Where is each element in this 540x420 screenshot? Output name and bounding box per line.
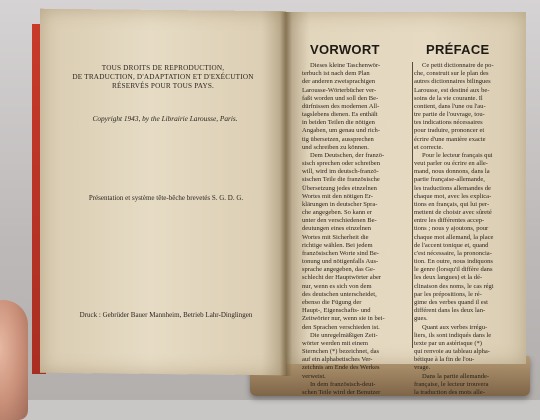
text-line: Larousse-Wörterbücher ver-: [302, 86, 377, 94]
text-line: auf ein alphabetisches Ver-: [302, 356, 373, 364]
text-line: autres dictionnaires bilingues: [414, 78, 491, 86]
text-line: Dieses kleine Taschenwör-: [310, 62, 381, 69]
rights-notice: [48, 64, 278, 91]
text-line: tig übersetzen, aussprechen: [302, 135, 374, 143]
text-line: soins de la vie courante. Il: [414, 94, 483, 102]
text-line: des deutschen unterscheidet,: [302, 290, 377, 298]
text-line: che angegeben. So kann er: [302, 209, 372, 217]
text-line: che, construit sur le plan des: [414, 70, 489, 78]
text-line: clinaison des noms, le cas régi: [414, 282, 494, 290]
thumb: [0, 300, 28, 420]
text-line: richtige wählen. Bei jedem: [302, 241, 373, 249]
text-line: veut parler ou écrire en alle-: [414, 160, 488, 168]
text-line: écrire d'une manière exacte: [414, 135, 486, 143]
text-line: mand, nous donnons, dans la: [414, 168, 490, 176]
text-line: wörter werden mit einem: [302, 339, 368, 347]
text-line: vrage.: [414, 364, 431, 372]
text-line: Dem Deutschen, der franzö-: [310, 151, 385, 159]
rights-line: RÉSERVÉS POUR TOUS PAYS.: [111, 82, 215, 90]
text-line: qui renvoie au tableau alpha-: [414, 348, 490, 356]
rights-line: TOUS DROITS DE REPRODUCTION,: [101, 64, 225, 72]
text-line: tre partie de l'ouvrage, tou-: [414, 111, 485, 119]
text-line: tions en français, qui lui per-: [414, 200, 490, 208]
text-line: chaque mot allemand, la place: [414, 233, 494, 241]
text-line: ebenso die Fügung der: [302, 298, 362, 306]
text-line: unter den verschiedenen Be-: [302, 217, 377, 225]
text-line: les deux langues) et la dé-: [414, 274, 483, 282]
text-line: par les prépositions, le ré-: [414, 290, 482, 298]
text-line: contient, dans l'une ou l'au-: [414, 102, 486, 110]
text-line: Sternchen (*) bezeichnet, das: [302, 348, 380, 356]
patent-notice: Présentation et système tête-bêche brevetés S. G. D. G.: [88, 194, 244, 202]
text-line: Dans la partie allemande-: [422, 372, 490, 380]
text-line: de l'accent tonique et, quand: [414, 241, 489, 249]
text-line: c'est nécessaire, la prononcia-: [414, 249, 492, 257]
text-line: In dem französisch-deut-: [310, 380, 376, 388]
text-line: nur, wenn es sich von dem: [302, 282, 372, 290]
text-line: différent dans les deux lan-: [414, 307, 486, 315]
text-line: Haupt-, Eigenschafts- und: [302, 307, 371, 315]
text-line: Die unregelmäßigen Zeit-: [310, 331, 378, 339]
text-line: Wortes mit den nötigen Er-: [302, 192, 373, 200]
text-line: der anderen zweisprachigen: [302, 78, 376, 86]
open-book: [14, 4, 528, 396]
text-line: partie française-allemande,: [414, 176, 485, 184]
text-line: entre les différentes accep-: [414, 217, 485, 225]
text-line: will, wird im deutsch-franzö-: [302, 168, 379, 176]
text-line: gues.: [414, 315, 428, 323]
text-line: in beiden Teilen die nötigen: [302, 119, 375, 127]
text-line: tonung und nötigenfalls Aus-: [302, 258, 379, 266]
text-line: dürfnissen des modernen All-: [302, 102, 380, 110]
text-line: den Sprachen verschieden ist.: [302, 323, 380, 331]
text-line: Angaben, um genau und rich-: [302, 127, 380, 135]
text-line: schen Teile wird der Benutzer: [302, 388, 381, 396]
text-line: Ce petit dictionnaire de po-: [422, 62, 494, 69]
text-line: tion. En outre, nous indiquons: [414, 258, 493, 266]
text-line: française, le lecteur trouvera: [414, 380, 489, 388]
vorwort-text: [302, 62, 410, 396]
text-line: bétique à la fin de l'ou-: [414, 356, 475, 364]
text-line: faßt worden und soll den Be-: [302, 94, 379, 102]
text-line: und schreiben zu können.: [302, 143, 369, 151]
text-line: klärungen in deutscher Spra-: [302, 200, 378, 208]
preface-text: [414, 62, 522, 396]
text-line: Pour le lecteur français qui: [422, 151, 493, 159]
text-line: terbuch ist nach dem Plan: [302, 70, 370, 78]
text-line: Wortes mit Sicherheit die: [302, 233, 369, 241]
text-line: sisch sprechen oder schreiben: [302, 160, 380, 168]
text-line: texte par un astérisque (*): [414, 339, 482, 347]
copyright-notice: Copyright 1943, by the Librairie Larousse, Paris.: [92, 114, 238, 123]
text-line: tes indications nécessaires: [414, 119, 483, 127]
text-line: Übersetzung jedes einzelnen: [302, 184, 377, 192]
text-line: mettent de choisir avec sûreté: [414, 209, 492, 217]
text-line: Zeitwörter nur, wenn sie in bei-: [302, 315, 385, 323]
text-line: tagslebens dienen. Es enthält: [302, 111, 378, 119]
text-line: deutungen eines einzelnen: [302, 225, 372, 233]
text-line: französischen Worte sind Be-: [302, 249, 379, 257]
text-line: verweist.: [302, 372, 326, 380]
text-line: le genre (lorsqu'il diffère dans: [414, 266, 493, 274]
text-line: Quant aux verbes irrégu-: [422, 323, 488, 331]
column-divider: [412, 62, 413, 348]
text-line: liers, ils sont indiqués dans le: [414, 331, 492, 339]
text-line: la traduction des mots alle-: [414, 388, 485, 396]
rights-line: DE TRADUCTION, D'ADAPTATION ET D'EXÉCUTION: [72, 73, 254, 81]
vorwort-heading: VORWORT: [310, 42, 380, 57]
text-line: pour traduire, prononcer et: [414, 127, 485, 135]
text-line: zeichnis am Ende des Werkes: [302, 364, 380, 372]
text-line: schlecht der Hauptwörter aber: [302, 274, 382, 282]
text-line: Larousse, est destiné aux be-: [414, 86, 490, 94]
printer-imprint: Druck : Gebrüder Bauer Mannheim, Betrieb Lahr-Dinglingen: [79, 311, 253, 319]
text-line: sprache angegeben, das Ge-: [302, 266, 376, 274]
text-line: chaque mot, avec les explica-: [414, 192, 492, 200]
text-line: et correcte.: [414, 143, 444, 151]
text-line: sischen Teile die französische: [302, 176, 380, 184]
text-line: gime des verbes quand il est: [414, 298, 488, 306]
text-line: les traductions allemandes de: [414, 184, 491, 192]
text-line: tions ; nous y ajoutons, pour: [414, 225, 489, 233]
preface-heading: PRÉFACE: [426, 42, 490, 57]
